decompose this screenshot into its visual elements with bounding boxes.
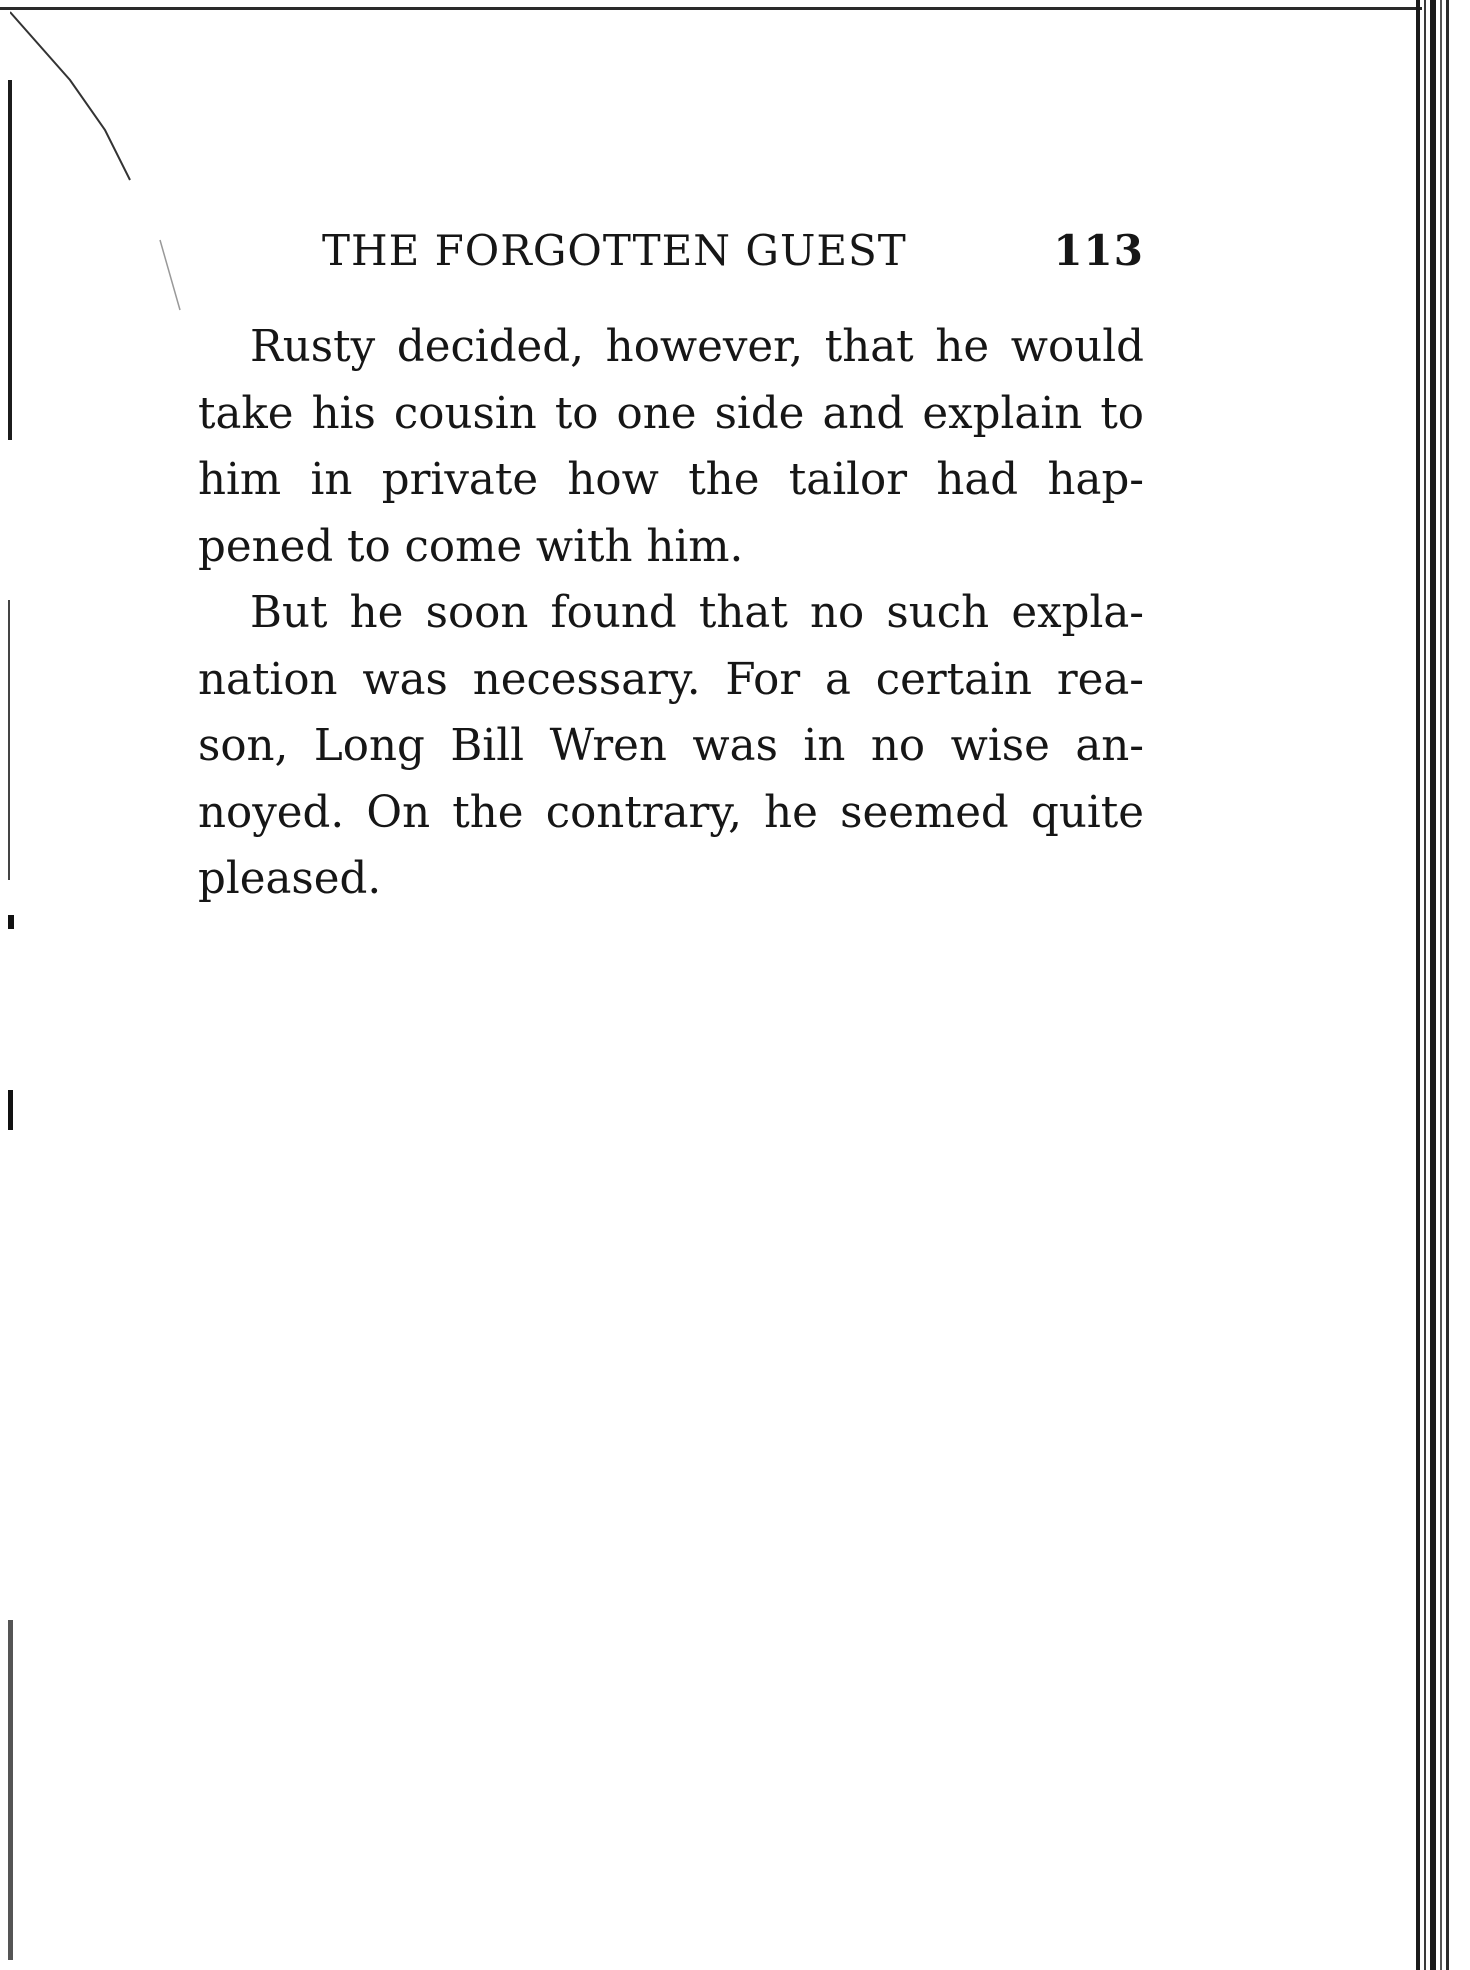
book-spine-shadow [1416,0,1420,1970]
scan-corner-artifact [10,10,200,350]
page-number: 113 [1053,226,1144,275]
scan-left-edge [8,915,14,929]
scan-left-edge [8,80,12,440]
book-spine-shadow [1430,0,1436,1970]
book-spine-shadow [1424,0,1426,1970]
scan-left-edge [8,600,10,880]
scan-left-edge [8,1090,13,1130]
paragraph: Rusty decided, however, that he would take his cousin to one side and explain to him in private how the tailor had happened to come with him. [198,322,1144,572]
paragraph: But he soon found that no such explanation was necessary. For a certain reason, Long Bill Wren was in no wise annoyed. On the contrary, he seemed quite pleased. [198,588,1144,904]
book-spine-shadow [1446,0,1449,1970]
body-text [198,314,1144,913]
scan-left-edge [8,1620,13,1960]
running-title: THE FORGOTTEN GUEST [322,226,907,275]
running-header [322,226,1144,286]
book-spine-shadow [1440,0,1442,1970]
scan-top-border [0,7,1422,10]
